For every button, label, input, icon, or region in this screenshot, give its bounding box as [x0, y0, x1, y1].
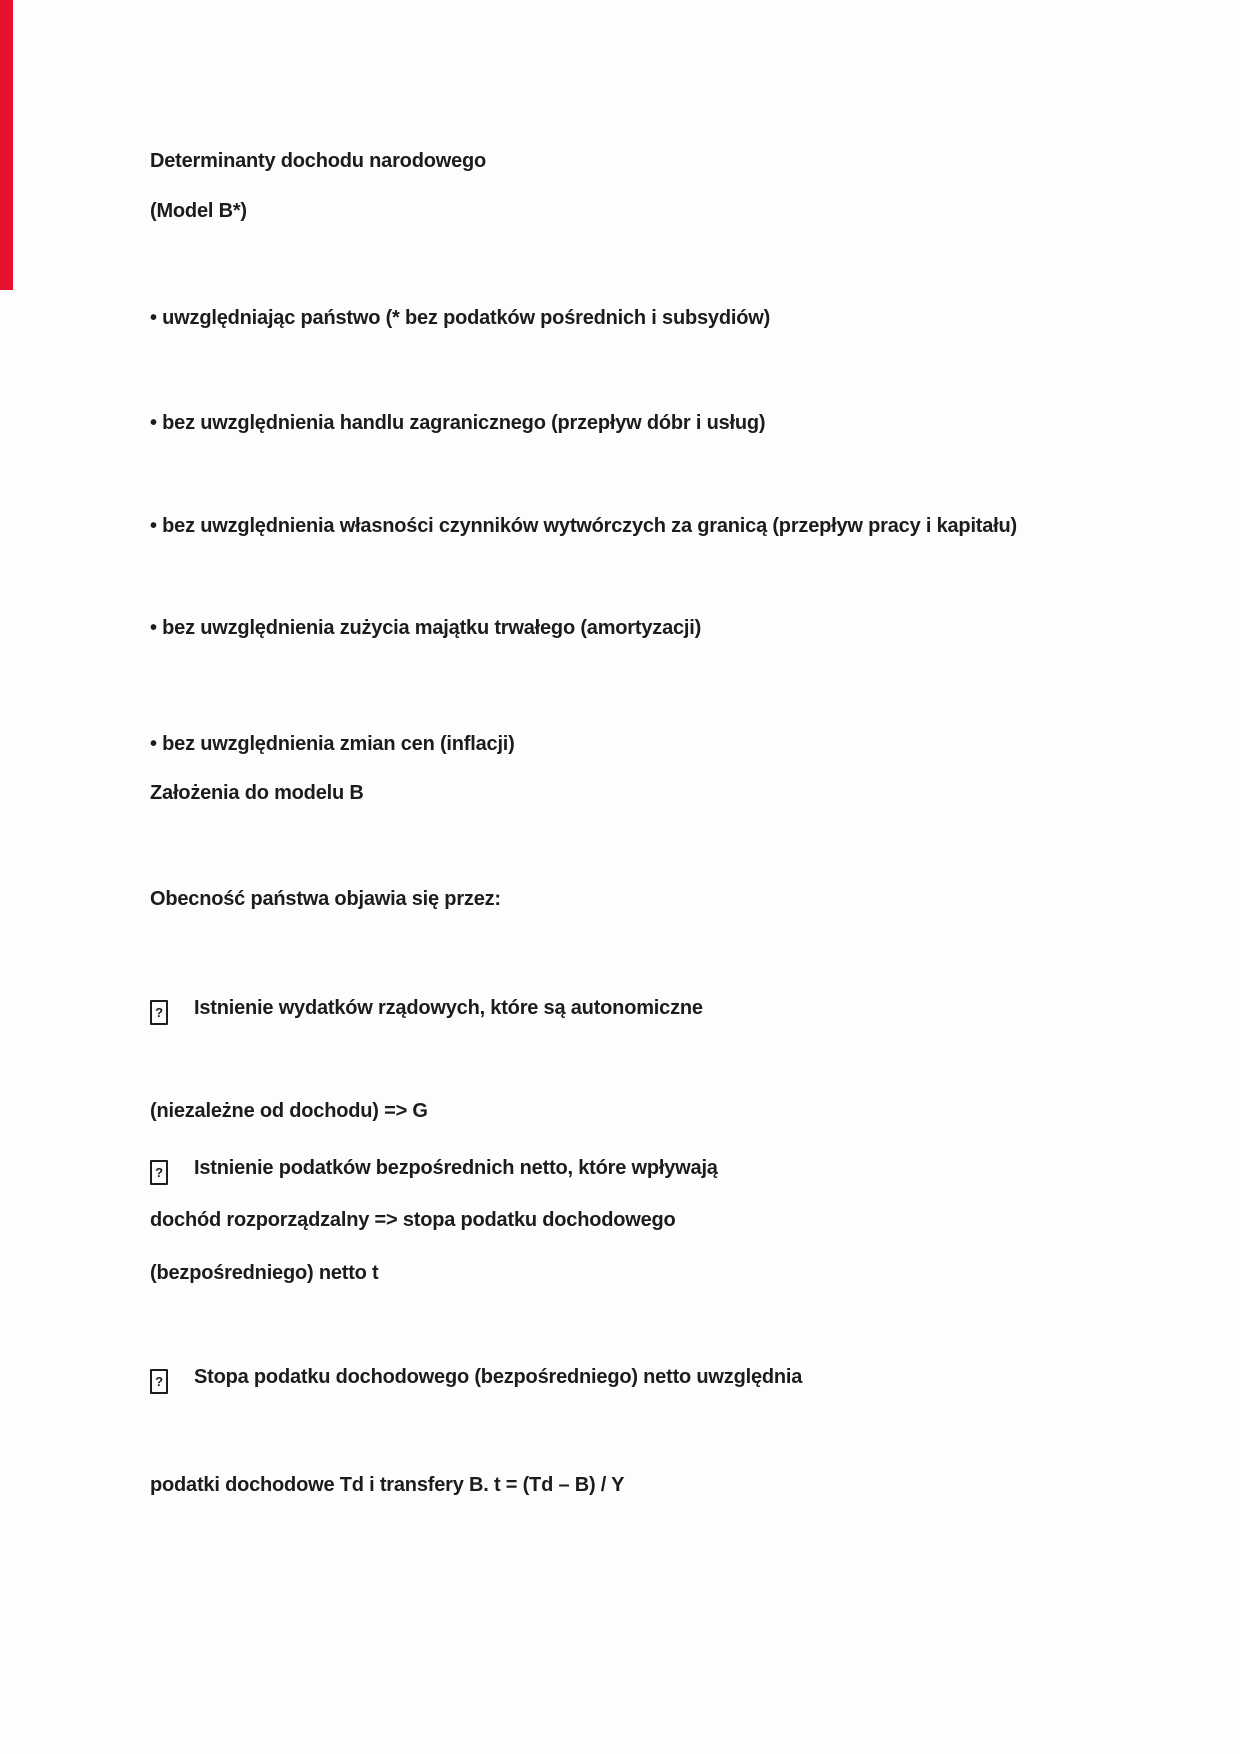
marked-item-podatki — [150, 1155, 718, 1185]
continuation-bezposredni: (bezpośredniego) netto t — [150, 1262, 379, 1284]
bullet-item-panstwo: • uwzględniając państwo (* bez podatków pośrednich i subsydiów) — [150, 307, 771, 329]
marked-item-stopa-text: Stopa podatku dochodowego (bezpośredniego) netto uwzględnia — [194, 1366, 803, 1388]
bullet-item-zuzycie: • bez uwzględnienia zużycia majątku trwałego (amortyzacji) — [150, 617, 702, 639]
missing-glyph-box-icon: ? — [150, 1369, 168, 1394]
marked-item-wydatki — [150, 995, 703, 1025]
red-ribbon — [0, 0, 13, 290]
continuation-dochod: dochód rozporządzalny => stopa podatku dochodowego — [150, 1209, 676, 1231]
marked-item-stopa — [150, 1364, 802, 1394]
heading-zalozenia: Założenia do modelu B — [150, 782, 364, 804]
missing-glyph-box-icon: ? — [150, 1160, 168, 1185]
marked-item-podatki-text: Istnienie podatków bezpośrednich netto, które wpływają — [194, 1157, 718, 1179]
bullet-item-handel: • bez uwzględnienia handlu zagranicznego (przepływ dóbr i usług) — [150, 412, 766, 434]
model-label: (Model B*) — [150, 200, 247, 222]
continuation-transfery: podatki dochodowe Td i transfery B. t = (Td – B) / Y — [150, 1474, 625, 1496]
page-title: Determinanty dochodu narodowego — [150, 150, 487, 172]
missing-glyph-box-icon: ? — [150, 1000, 168, 1025]
continuation-niezalezne: (niezależne od dochodu) => G — [150, 1100, 428, 1122]
bullet-item-wlasnosc: • bez uwzględnienia własności czynników wytwórczych za granicą (przepływ pracy i kapitału) — [150, 515, 1018, 537]
marked-item-wydatki-text: Istnienie wydatków rządowych, które są autonomiczne — [194, 997, 703, 1019]
heading-obecnosc-panstwa: Obecność państwa objawia się przez: — [150, 888, 501, 910]
bullet-item-ceny: • bez uwzględnienia zmian cen (inflacji) — [150, 733, 515, 755]
